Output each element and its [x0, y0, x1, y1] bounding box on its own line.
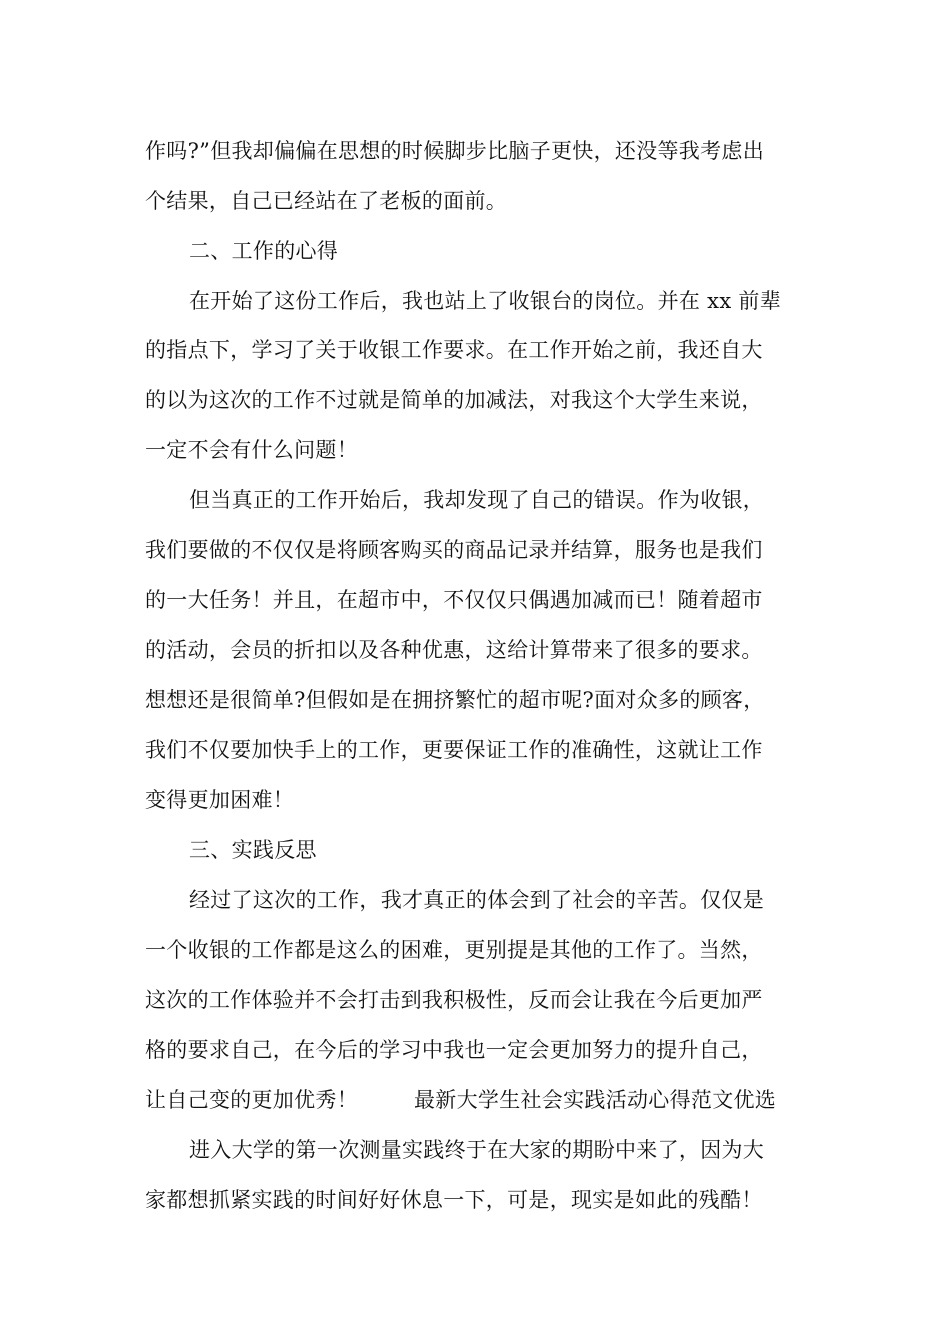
paragraph-line: 作吗?”但我却偏偏在思想的时候脚步比脑子更快，还没等我考虑出	[145, 139, 764, 163]
paragraph-line: 一个收银的工作都是这么的困难，更别提是其他的工作了。当然，	[145, 938, 763, 962]
paragraph-line: 家都想抓紧实践的时间好好休息一下，可是，现实是如此的残酷！	[145, 1188, 763, 1212]
paragraph-line: 这次的工作体验并不会打击到我积极性，反而会让我在今后更加严	[145, 988, 763, 1012]
paragraph-line: 个结果，自己已经站在了老板的面前。	[145, 189, 508, 213]
paragraph-line: 我们要做的不仅仅是将顾客购买的商品记录并结算，服务也是我们	[145, 538, 763, 562]
paragraph-line: 在开始了这份工作后，我也站上了收银台的岗位。并在 xx 前辈	[189, 289, 782, 313]
paragraph-line-end: 让自己变的更加优秀！	[145, 1088, 358, 1112]
paragraph-line: 经过了这次的工作，我才真正的体会到了社会的辛苦。仅仅是	[189, 888, 765, 912]
section-heading: 三、实践反思	[189, 838, 317, 862]
paragraph-line: 的指点下，学习了关于收银工作要求。在工作开始之前，我还自大	[145, 338, 763, 362]
paragraph-line: 想想还是很简单?但假如是在拥挤繁忙的超市呢?面对众多的顾客，	[145, 688, 765, 712]
paragraph-line: 变得更加困难！	[145, 788, 295, 812]
paragraph-line: 的以为这次的工作不过就是简单的加减法，对我这个大学生来说，	[145, 388, 763, 412]
paragraph-line: 一定不会有什么问题！	[145, 438, 358, 462]
paragraph-line: 我们不仅要加快手上的工作，更要保证工作的准确性，这就让工作	[145, 738, 763, 762]
section-heading: 二、工作的心得	[189, 239, 339, 263]
paragraph-line: 进入大学的第一次测量实践终于在大家的期盼中来了，因为大	[189, 1138, 765, 1162]
article-title: 最新大学生社会实践活动心得范文优选	[414, 1088, 777, 1112]
paragraph-line: 的一大任务！并且，在超市中，不仅仅只偶遇加减而已！随着超市	[145, 588, 763, 612]
paragraph-line: 格的要求自己，在今后的学习中我也一定会更加努力的提升自己，	[145, 1038, 763, 1062]
paragraph-line: 的活动，会员的折扣以及各种优惠，这给计算带来了很多的要求。	[145, 638, 763, 662]
paragraph-line	[145, 1086, 815, 1114]
paragraph-line: 但当真正的工作开始后，我却发现了自己的错误。作为收银，	[189, 488, 765, 512]
